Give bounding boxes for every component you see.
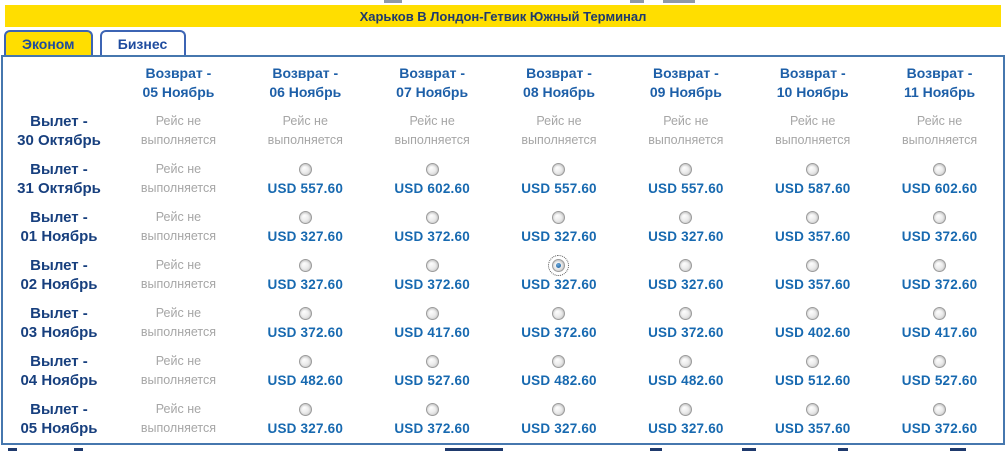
fare-radio[interactable] — [806, 403, 819, 416]
fare-price: USD 372.60 — [267, 324, 344, 340]
no-flight-label: Рейс не выполняется — [140, 401, 217, 435]
clipped-content-fragment — [838, 448, 848, 451]
fare-price: USD 357.60 — [774, 276, 851, 292]
fare-cell — [622, 203, 749, 251]
fare-radio[interactable] — [299, 259, 312, 272]
return-date-header — [749, 57, 876, 107]
no-flight-label: Рейс не выполняется — [140, 353, 217, 387]
fare-radio[interactable] — [933, 211, 946, 224]
fare-price: USD 512.60 — [774, 372, 851, 388]
return-date-label: 11 Ноябрь — [903, 83, 976, 100]
fare-cell — [622, 299, 749, 347]
return-date-label: 10 Ноябрь — [776, 83, 849, 100]
fare-radio[interactable] — [426, 307, 439, 320]
fare-radio[interactable] — [933, 163, 946, 176]
fare-cell — [496, 155, 623, 203]
fare-cell — [496, 347, 623, 395]
fare-radio[interactable] — [933, 355, 946, 368]
depart-date-label: 02 Ноябрь — [20, 276, 98, 293]
fare-price: USD 557.60 — [267, 180, 344, 196]
depart-date-label: 30 Октябрь — [17, 132, 101, 149]
fare-price: USD 327.60 — [267, 276, 344, 292]
fare-price: USD 372.60 — [394, 420, 470, 436]
fare-radio[interactable] — [426, 355, 439, 368]
depart-date-header — [3, 203, 115, 251]
fare-cell — [242, 203, 369, 251]
no-flight-label: Рейс не выполняется — [521, 113, 597, 147]
fare-price: USD 372.60 — [394, 276, 470, 292]
clipped-content-fragment — [742, 448, 756, 451]
return-prefix-label: Возврат - — [399, 65, 466, 81]
no-flight-label: Рейс не выполняется — [267, 113, 343, 147]
fare-cell — [369, 155, 496, 203]
fare-cell — [115, 299, 242, 347]
fare-cell — [496, 251, 623, 299]
depart-date-header — [3, 395, 115, 443]
return-date-label: 05 Ноябрь — [142, 83, 215, 100]
fare-radio[interactable] — [679, 403, 692, 416]
fare-radio[interactable] — [299, 163, 312, 176]
return-date-header — [876, 57, 1003, 107]
fare-radio[interactable] — [806, 211, 819, 224]
fare-radio[interactable] — [426, 211, 439, 224]
fare-radio[interactable] — [806, 163, 819, 176]
fare-price: USD 327.60 — [267, 228, 344, 244]
no-flight-label: Рейс не выполняется — [140, 209, 217, 243]
depart-prefix-label: Вылет - — [30, 256, 88, 274]
fare-radio[interactable] — [426, 259, 439, 272]
no-flight-label: Рейс не выполняется — [901, 113, 978, 147]
no-flight-label: Рейс не выполняется — [394, 113, 470, 147]
fare-radio[interactable] — [552, 307, 565, 320]
return-date-label: 09 Ноябрь — [649, 83, 722, 100]
clipped-content-fragment — [445, 448, 503, 451]
fare-cell — [115, 251, 242, 299]
fare-price: USD 372.60 — [901, 420, 978, 436]
cabin-class-tabs — [4, 30, 186, 55]
fare-price: USD 327.60 — [648, 228, 724, 244]
fare-cell — [496, 299, 623, 347]
fare-cell — [115, 203, 242, 251]
return-date-label: 07 Ноябрь — [396, 83, 469, 100]
clipped-text-bottom — [0, 446, 1006, 455]
fare-cell — [115, 107, 242, 155]
fare-cell — [242, 347, 369, 395]
fare-cell — [369, 203, 496, 251]
fare-price: USD 602.60 — [901, 180, 978, 196]
no-flight-label: Рейс не выполняется — [140, 305, 217, 339]
fare-cell — [242, 299, 369, 347]
return-prefix-label: Возврат - — [779, 65, 846, 81]
fare-cell — [242, 395, 369, 443]
no-flight-label: Рейс не выполняется — [140, 113, 217, 147]
fare-radio[interactable] — [299, 403, 312, 416]
fare-cell — [749, 155, 876, 203]
fare-radio[interactable] — [552, 211, 565, 224]
fare-radio[interactable] — [806, 307, 819, 320]
fare-cell — [622, 251, 749, 299]
route-title: Харьков В Лондон-Гетвик Южный Терминал — [359, 8, 647, 24]
fare-price: USD 357.60 — [774, 420, 851, 436]
fare-radio[interactable] — [552, 355, 565, 368]
clipped-content-fragment — [8, 448, 17, 451]
depart-date-label: 03 Ноябрь — [20, 324, 98, 341]
fare-cell — [369, 107, 496, 155]
fare-price: USD 327.60 — [521, 420, 597, 436]
depart-prefix-label: Вылет - — [30, 112, 88, 130]
fare-cell — [876, 203, 1003, 251]
return-date-header — [622, 57, 749, 107]
fare-price: USD 527.60 — [394, 372, 470, 388]
fare-cell — [749, 347, 876, 395]
fare-price: USD 417.60 — [901, 324, 978, 340]
fare-cell — [622, 107, 749, 155]
fare-cell — [242, 107, 369, 155]
fare-cell — [242, 155, 369, 203]
depart-date-header — [3, 251, 115, 299]
clipped-content-fragment — [663, 0, 695, 3]
fare-radio[interactable] — [299, 355, 312, 368]
depart-prefix-label: Вылет - — [30, 208, 88, 226]
depart-date-label: 01 Ноябрь — [20, 228, 98, 245]
tab-economy[interactable]: Эконом — [4, 30, 93, 55]
return-prefix-label: Возврат - — [526, 65, 592, 81]
fare-matrix-table — [1, 55, 1005, 445]
depart-date-label: 05 Ноябрь — [20, 420, 98, 437]
clipped-content-fragment — [74, 448, 83, 451]
fare-radio[interactable] — [679, 211, 692, 224]
fare-cell — [496, 395, 623, 443]
fare-radio[interactable] — [806, 355, 819, 368]
fare-cell — [115, 347, 242, 395]
fare-price: USD 527.60 — [901, 372, 978, 388]
fare-price: USD 557.60 — [648, 180, 724, 196]
depart-date-header — [3, 107, 115, 155]
clipped-content-fragment — [950, 448, 966, 451]
fare-radio[interactable] — [679, 259, 692, 272]
fare-price: USD 402.60 — [774, 324, 851, 340]
no-flight-label: Рейс не выполняется — [140, 161, 217, 195]
fare-price: USD 602.60 — [394, 180, 470, 196]
depart-date-label: 31 Октябрь — [17, 180, 101, 197]
return-date-label: 06 Ноябрь — [269, 83, 342, 100]
return-prefix-label: Возврат - — [652, 65, 719, 81]
fare-price: USD 372.60 — [901, 276, 978, 292]
depart-date-header — [3, 347, 115, 395]
fare-radio[interactable] — [552, 403, 565, 416]
fare-cell — [242, 251, 369, 299]
fare-price: USD 482.60 — [521, 372, 597, 388]
route-banner — [5, 5, 1001, 27]
fare-cell — [115, 155, 242, 203]
depart-prefix-label: Вылет - — [30, 352, 88, 370]
fare-price: USD 372.60 — [901, 228, 978, 244]
fare-price: USD 372.60 — [521, 324, 597, 340]
fare-cell — [496, 203, 623, 251]
no-flight-label: Рейс не выполняется — [140, 257, 217, 291]
fare-price: USD 327.60 — [648, 276, 724, 292]
fare-radio[interactable] — [426, 163, 439, 176]
fare-radio[interactable] — [679, 355, 692, 368]
fare-radio[interactable] — [299, 307, 312, 320]
fare-radio[interactable] — [679, 163, 692, 176]
fare-cell — [876, 395, 1003, 443]
return-prefix-label: Возврат - — [145, 65, 212, 81]
fare-cell — [876, 107, 1003, 155]
fare-price: USD 327.60 — [267, 420, 344, 436]
fare-radio[interactable] — [933, 259, 946, 272]
fare-radio[interactable] — [552, 163, 565, 176]
return-prefix-label: Возврат - — [906, 65, 973, 81]
return-date-header — [496, 57, 623, 107]
fare-price: USD 372.60 — [394, 228, 470, 244]
fare-price: USD 327.60 — [521, 276, 597, 292]
fare-cell — [876, 155, 1003, 203]
fare-price: USD 357.60 — [774, 228, 851, 244]
fare-cell — [369, 395, 496, 443]
depart-prefix-label: Вылет - — [30, 160, 88, 178]
return-date-header — [369, 57, 496, 107]
fare-price: USD 587.60 — [774, 180, 851, 196]
fare-price: USD 557.60 — [521, 180, 597, 196]
fare-radio[interactable] — [933, 307, 946, 320]
fare-radio[interactable] — [933, 403, 946, 416]
fare-radio[interactable] — [299, 211, 312, 224]
fare-cell — [622, 347, 749, 395]
fare-radio[interactable] — [552, 259, 565, 272]
fare-price: USD 482.60 — [648, 372, 724, 388]
tab-business[interactable]: Бизнес — [100, 30, 186, 55]
fare-cell — [496, 107, 623, 155]
fare-cell — [369, 299, 496, 347]
fare-price: USD 417.60 — [394, 324, 470, 340]
no-flight-label: Рейс не выполняется — [648, 113, 724, 147]
fare-radio[interactable] — [806, 259, 819, 272]
fare-cell — [369, 251, 496, 299]
fare-cell — [369, 347, 496, 395]
fare-cell — [876, 299, 1003, 347]
return-date-label: 08 Ноябрь — [523, 83, 595, 100]
fare-cell — [749, 203, 876, 251]
clipped-content-fragment — [384, 0, 402, 3]
return-date-header — [242, 57, 369, 107]
fare-cell — [622, 395, 749, 443]
depart-prefix-label: Вылет - — [30, 304, 88, 322]
return-date-header — [115, 57, 242, 107]
depart-date-header — [3, 299, 115, 347]
fare-cell — [876, 251, 1003, 299]
table-corner-cell — [3, 57, 115, 107]
fare-cell — [749, 299, 876, 347]
fare-price: USD 482.60 — [267, 372, 344, 388]
fare-radio[interactable] — [426, 403, 439, 416]
fare-cell — [749, 395, 876, 443]
fare-cell — [622, 155, 749, 203]
clipped-content-fragment — [650, 448, 662, 451]
fare-cell — [749, 251, 876, 299]
fare-radio[interactable] — [679, 307, 692, 320]
fare-cell — [749, 107, 876, 155]
return-prefix-label: Возврат - — [272, 65, 339, 81]
fare-cell — [115, 395, 242, 443]
fare-price: USD 327.60 — [648, 420, 724, 436]
fare-price: USD 327.60 — [521, 228, 597, 244]
no-flight-label: Рейс не выполняется — [775, 113, 851, 147]
fare-cell — [876, 347, 1003, 395]
clipped-content-fragment — [630, 0, 644, 3]
fare-price: USD 372.60 — [648, 324, 724, 340]
depart-date-header — [3, 155, 115, 203]
depart-date-label: 04 Ноябрь — [20, 372, 98, 389]
depart-prefix-label: Вылет - — [30, 400, 88, 418]
